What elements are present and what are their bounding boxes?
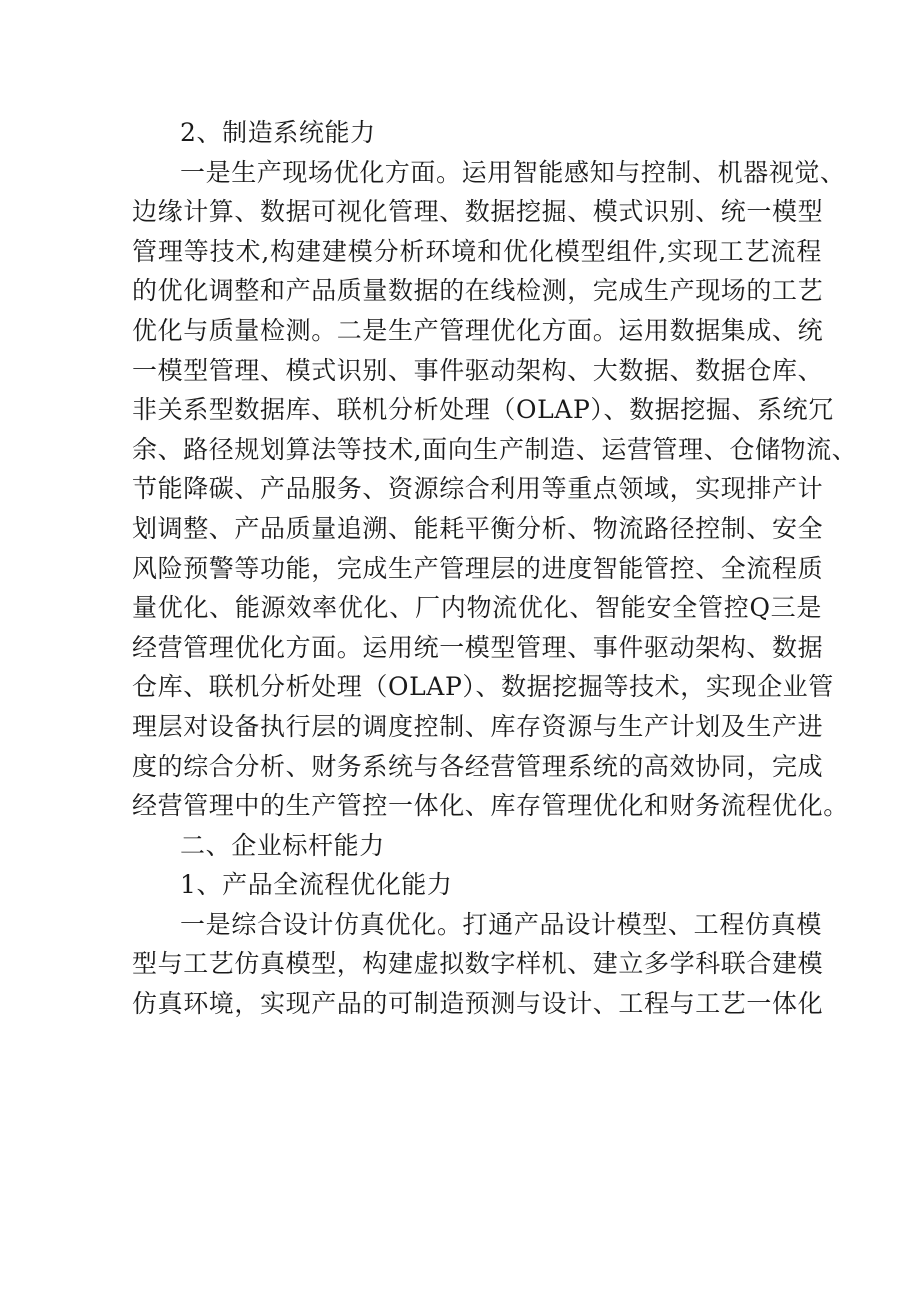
- text-line: 度的综合分析、财务系统与各经营管理系统的高效协同，完成: [132, 751, 824, 781]
- text-line: 仿真环境，实现产品的可制造预测与设计、工程与工艺一体化: [132, 989, 824, 1019]
- text-line: 划调整、产品质量追溯、能耗平衡分析、物流路径控制、安全: [132, 513, 824, 543]
- text-line: 经营管理优化方面。运用统一模型管理、事件驱动架构、数据: [132, 632, 824, 662]
- text-line: 节能降碳、产品服务、资源综合利用等重点领域，实现排产计: [132, 474, 824, 504]
- document-body: [132, 113, 858, 1024]
- section-heading-product-process-optimization: 1、产品全流程优化能力: [180, 870, 453, 900]
- text-line: 风险预警等功能，完成生产管理层的进度智能管控、全流程质: [132, 553, 824, 583]
- text-line: 的优化调整和产品质量数据的在线检测，完成生产现场的工艺: [132, 276, 824, 306]
- text-line: 一模型管理、模式识别、事件驱动架构、大数据、数据仓库、: [132, 355, 824, 385]
- text-line: 理层对设备执行层的调度控制、库存资源与生产计划及生产进: [132, 711, 824, 741]
- text-line: 经营管理中的生产管控一体化、库存管理优化和财务流程优化。: [132, 791, 849, 821]
- text-line: 型与工艺仿真模型，构建虚拟数字样机、建立多学科联合建模: [132, 949, 824, 979]
- section-heading-enterprise-benchmark: 二、企业标杆能力: [180, 830, 385, 860]
- text-line: 一是综合设计仿真优化。打通产品设计模型、工程仿真模: [180, 909, 822, 939]
- section-heading-manufacturing-system: 2、制造系统能力: [180, 118, 376, 147]
- text-line: 仓库、联机分析处理（OLAP）、数据挖掘等技术，实现企业管: [132, 672, 834, 702]
- text-line: 管理等技术,构建建模分析环境和优化模型组件,实现工艺流程: [132, 236, 822, 266]
- text-line: 余、路径规划算法等技术,面向生产制造、运营管理、仓储物流、: [132, 434, 858, 464]
- text-line: 量优化、能源效率优化、厂内物流优化、智能安全管控Q三是: [132, 593, 822, 623]
- text-line: 一是生产现场优化方面。运用智能感知与控制、机器视觉、: [180, 157, 846, 187]
- paragraph-manufacturing-system: [132, 153, 858, 826]
- paragraph-product-process-optimization: [132, 905, 822, 1024]
- text-line: 优化与质量检测。二是生产管理优化方面。运用数据集成、统: [132, 315, 824, 345]
- text-line: 边缘计算、数据可视化管理、数据挖掘、模式识别、统一模型: [132, 197, 824, 227]
- text-line: 非关系型数据库、联机分析处理（OLAP）、数据挖掘、系统冗: [132, 395, 834, 425]
